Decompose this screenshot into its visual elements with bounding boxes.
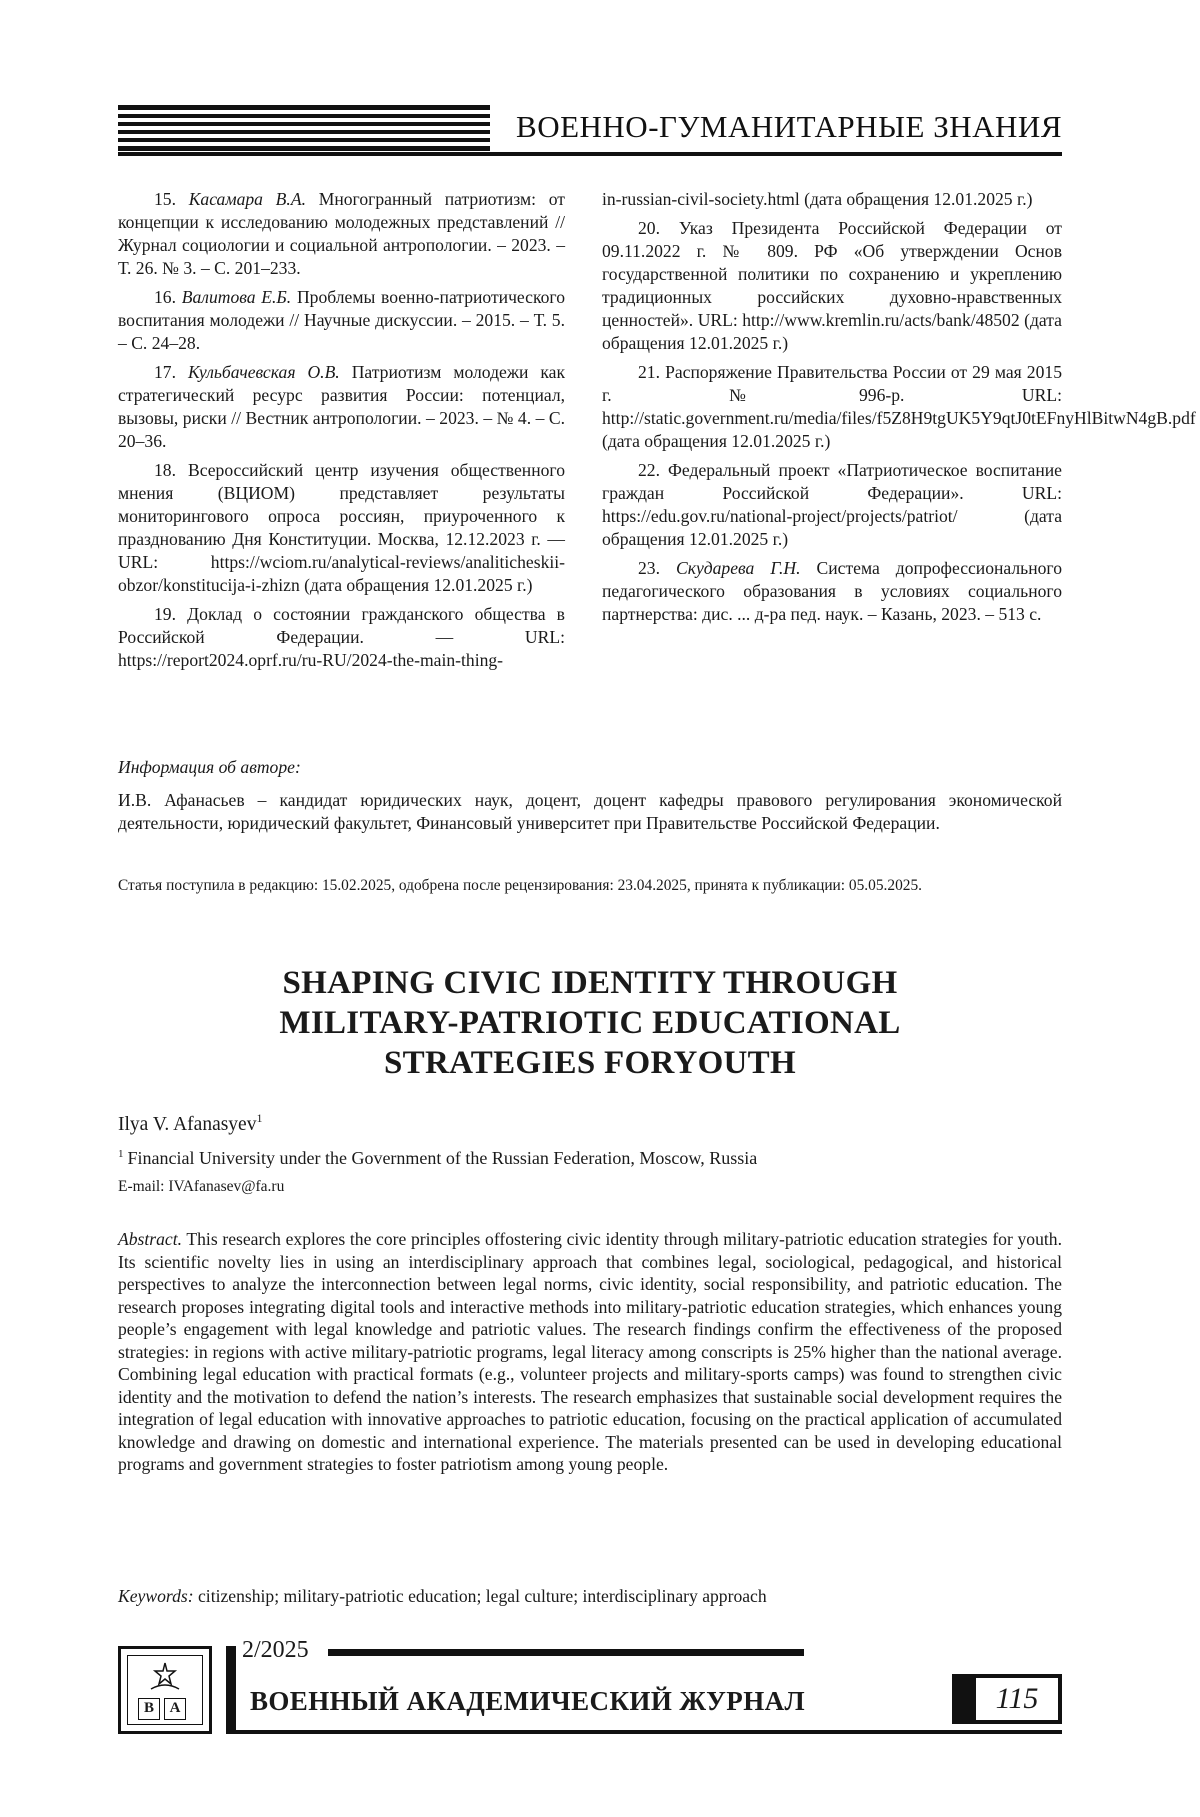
reference-item: 17. Кульбачевская О.В. Патриотизм молодежи как стратегический ресурс развития России: потенциал, вызовы, риски // Вестник антропологии. – 2023. – № 4. – С. 20–36. [118,362,566,451]
title-line: SHAPING CIVIC IDENTITY THROUGH [282,965,898,1001]
reference-item: 19. Доклад о состоянии гражданского общества в Российской Федерации. — URL: https://report2024.oprf.ru/ru-RU/2024-the-main-thing- [118,604,565,670]
author-name: Ilya V. Afanasyev$^1$ [118,1111,263,1135]
english-title [118,963,1062,1083]
title-line: MILITARY-PATRIOTIC EDUCATIONAL [279,1005,901,1041]
journal-name: ВОЕННЫЙ АКАДЕМИЧЕСКИЙ ЖУРНАЛ [250,1686,806,1716]
page-footer [118,1634,1062,1734]
abstract-text: This research explores the core principles offostering civic identity through military-patriotic education strategies for youth. Its scientific novelty lies in using an interdisciplinary approach that combines legal, sociological, pedagogical, and historical perspectives to analyze the interconnection between legal norms, civic identity, social responsibility, and patriotic education. The research proposes integrating digital tools and interactive methods into military-patriotic education strategies, which enhances young people’s engagement with legal knowledge and patriotic values. The research findings confirm the effectiveness of the proposed strategies: in regions with active military-patriotic programs, legal literacy among conscripts is 25% higher than the national average. Combining legal education with practical formats (e.g., volunteer projects and military-sports camps) was found to strengthen civic identity and the motivation to defend the nation’s interests. The research emphasizes that sustainable social development requires the integration of legal education with innovative approaches to patriotic education, focusing on the practical application of accumulated knowledge and drawing on domestic and international experience. The materials presented can be used in developing educational programs and government strategies to foster patriotism among young people. [118,1229,1062,1474]
references-right-column [602,188,1196,632]
issue-rule [328,1649,804,1656]
journal-logo [118,1646,212,1734]
abstract-label: Abstract. [118,1229,183,1249]
logo-letter: В [138,1698,160,1720]
reference-item: 22. Федеральный проект «Патриотическое воспитание граждан Российской Федерации». URL: https://edu.gov.ru/national-project/projects/patriot/ (дата обращения 12.01.2025 г.) [602,460,1062,549]
title-line: STRATEGIES FORYOUTH [384,1045,796,1081]
keywords [118,1585,1062,1607]
reference-continuation: in-russian-civil-society.html (дата обращения 12.01.2025 г.) [602,189,1033,209]
author-info-label: Информация об авторе: [118,757,301,777]
book-emblem-icon [145,1659,185,1693]
footer-rule [226,1730,1062,1734]
reference-item: 15. Касамара В.А. Многогранный патриотизм: от концепции к исследованию молодежных представлений // Журнал социологии и социальной антропологии. – 2023. – Т. 26. № 3. – С. 201–233. [118,189,565,278]
header-title: ВОЕННО-ГУМАНИТАРНЫЕ ЗНАНИЯ [516,109,1062,144]
keywords-label: Keywords: [118,1586,194,1606]
keywords-text: citizenship; military-patriotic education; legal culture; interdisciplinary approach [198,1586,767,1606]
issue-number: 2/2025 [242,1637,309,1663]
reference-item: 21. Распоряжение Правительства России от 29 мая 2015 г. №996-р. URL: http://static.government.ru/media/files/f5Z8H9tgUK5Y9qtJ0tEFnyHlBitwN4gB.pdf (дата обращения 12.01.2025 г.) [602,362,1196,451]
author-email: E-mail: IVAfanasev@fa.ru [118,1178,285,1195]
author-affiliation: $^1$ Financial University under the Government of the Russian Federation, Moscow, Russia [118,1148,758,1168]
abstract [118,1228,1062,1476]
page-number: 115 [966,1678,1058,1720]
header-stripes [118,105,490,151]
header-rule [118,152,1062,156]
running-header [118,103,1062,153]
reference-item: 18. Всероссийский центр изучения общественного мнения (ВЦИОМ) представляет результаты мониторингового опроса россиян, приуроченного к празднованию Дня Конституции. Москва, 12.12.2023 г. — URL: https://wciom.ru/analytical-reviews/analiticheskii-obzor/konstitucija-i-zhizn (дата обращения 12.01.2025 г.) [118,460,565,595]
author-info-text: И.В. Афанасьев – кандидат юридических наук, доцент, доцент кафедры правового регулирования экономической деятельности, юридический факультет, Финансовый университет при Правительстве Российской Федерации. [118,790,1062,833]
reference-item: 16. Валитова Е.Б. Проблемы военно-патриотического воспитания молодежи // Научные дискуссии. – 2015. – Т. 5. – С. 24–28. [118,287,566,353]
logo-letter: А [164,1698,186,1720]
received-dates: Статья поступила в редакцию: 15.02.2025, одобрена после рецензирования: 23.04.2025, принята к публикации: 05.05.2025. [118,877,923,894]
references-left-column [118,188,565,678]
reference-item: 20. Указ Президента Российской Федерации от 09.11.2022 г. № 809. РФ «Об утверждении Основ государственной политики по сохранению и укреплению традиционных российских духовно-нравственных ценностей». URL: http://www.kremlin.ru/acts/bank/48502 (дата обращения 12.01.2025 г.) [602,218,1062,353]
reference-item: 23. Скударева Г.Н. Система допрофессионального педагогического образования в условиях социального партнерства: дис. ... д-ра пед. наук. – Казань, 2023. – 513 с. [602,558,1062,624]
